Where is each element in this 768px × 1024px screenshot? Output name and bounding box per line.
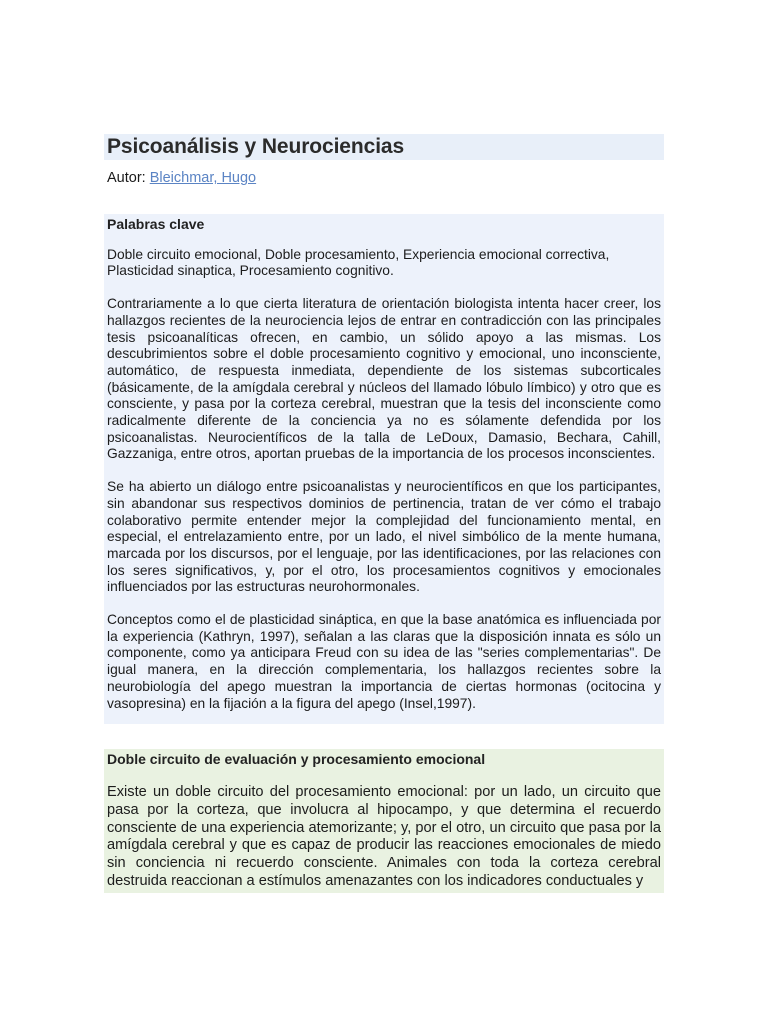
double-circuit-heading: Doble circuito de evaluación y procesamiento emocional [107,751,486,768]
double-circuit-section [104,749,664,892]
abstract-paragraph-1: Contrariamente a lo que cierta literatura de orientación biologista intenta hacer creer, los hallazgos recientes de la neurociencia lejos de entrar en contradicción con las principales tesis psicoanalíticas ofrecen, en cambio, un sólido apoyo a las mismas. Los descubrimientos sobre el doble procesamiento cognitivo y emocional, uno inconsciente, automático, de respuesta inmediata, dependiente de los sistemas subcorticales (básicamente, de la amígdala cerebral y núcleos del llamado lóbulo límbico) y otro que es consciente, y pasa por la corteza cerebral, muestran que la tesis del inconsciente como radicalmente diferente de la conciencia ya no es sólamente defendida por los psicoanalistas. Neurocientíficos de la talla de LeDoux, Damasio, Bechara, Cahill, Gazzaniga, entre otros, aportan pruebas de la importancia de los procesos inconscientes. [107,296,661,462]
document-page [104,134,664,893]
author-label: Autor: [107,170,146,186]
keywords-text: Doble circuito emocional, Doble procesamiento, Experiencia emocional correctiva, Plasticidad sinaptica, Procesamiento cognitivo. [107,246,610,279]
abstract-paragraph-3: Conceptos como el de plasticidad sináptica, en que la base anatómica es influenciada por la experiencia (Kathryn, 1997), señalan a las claras que la disposición innata es sólo un componente, como ya anticipara Freud con su idea de las "series complementarias". De igual manera, en la dirección complementaria, los hallazgos recientes sobre la neurobiología del apego muestran la importancia de ciertas hormonas (ocitocina y vasopresina) en la fijación a la figura del apego (Insel,1997). [107,612,661,711]
author-line [104,170,664,190]
keywords-section [104,214,664,724]
abstract-paragraph-2: Se ha abierto un diálogo entre psicoanalistas y neurocientíficos en que los participantes, sin abandonar sus respectivos dominios de pertinencia, tratan de ver cómo el trabajo colaborativo permite entender mejor la complejidad del funcionamiento mental, en especial, el entrelazamiento entre, por un lado, el nivel simbólico de la mente humana, marcada por los discursos, por el lenguaje, por las identificaciones, por las relaciones con los seres significativos, y, por el otro, los procesamientos cognitivos y emocionales influenciados por las estructuras neurohormonales. [107,479,661,595]
author-link[interactable]: Bleichmar, Hugo [149,170,257,186]
keywords-heading: Palabras clave [107,216,205,232]
title-bar [104,134,664,160]
double-circuit-paragraph: Existe un doble circuito del procesamiento emocional: por un lado, un circuito que pasa por la corteza, que involucra al hipocampo, y que determina el recuerdo consciente de una experiencia atemorizante; y, por el otro, un circuito que pasa por la amígdala cerebral y que es capaz de producir las reacciones emocionales de miedo sin conciencia ni recuerdo consciente. Animales con toda la corteza cerebral destruida reaccionan a estímulos amenazantes con los indicadores conductuales y [107,783,661,889]
page-title: Psicoanálisis y Neurociencias [107,135,405,158]
